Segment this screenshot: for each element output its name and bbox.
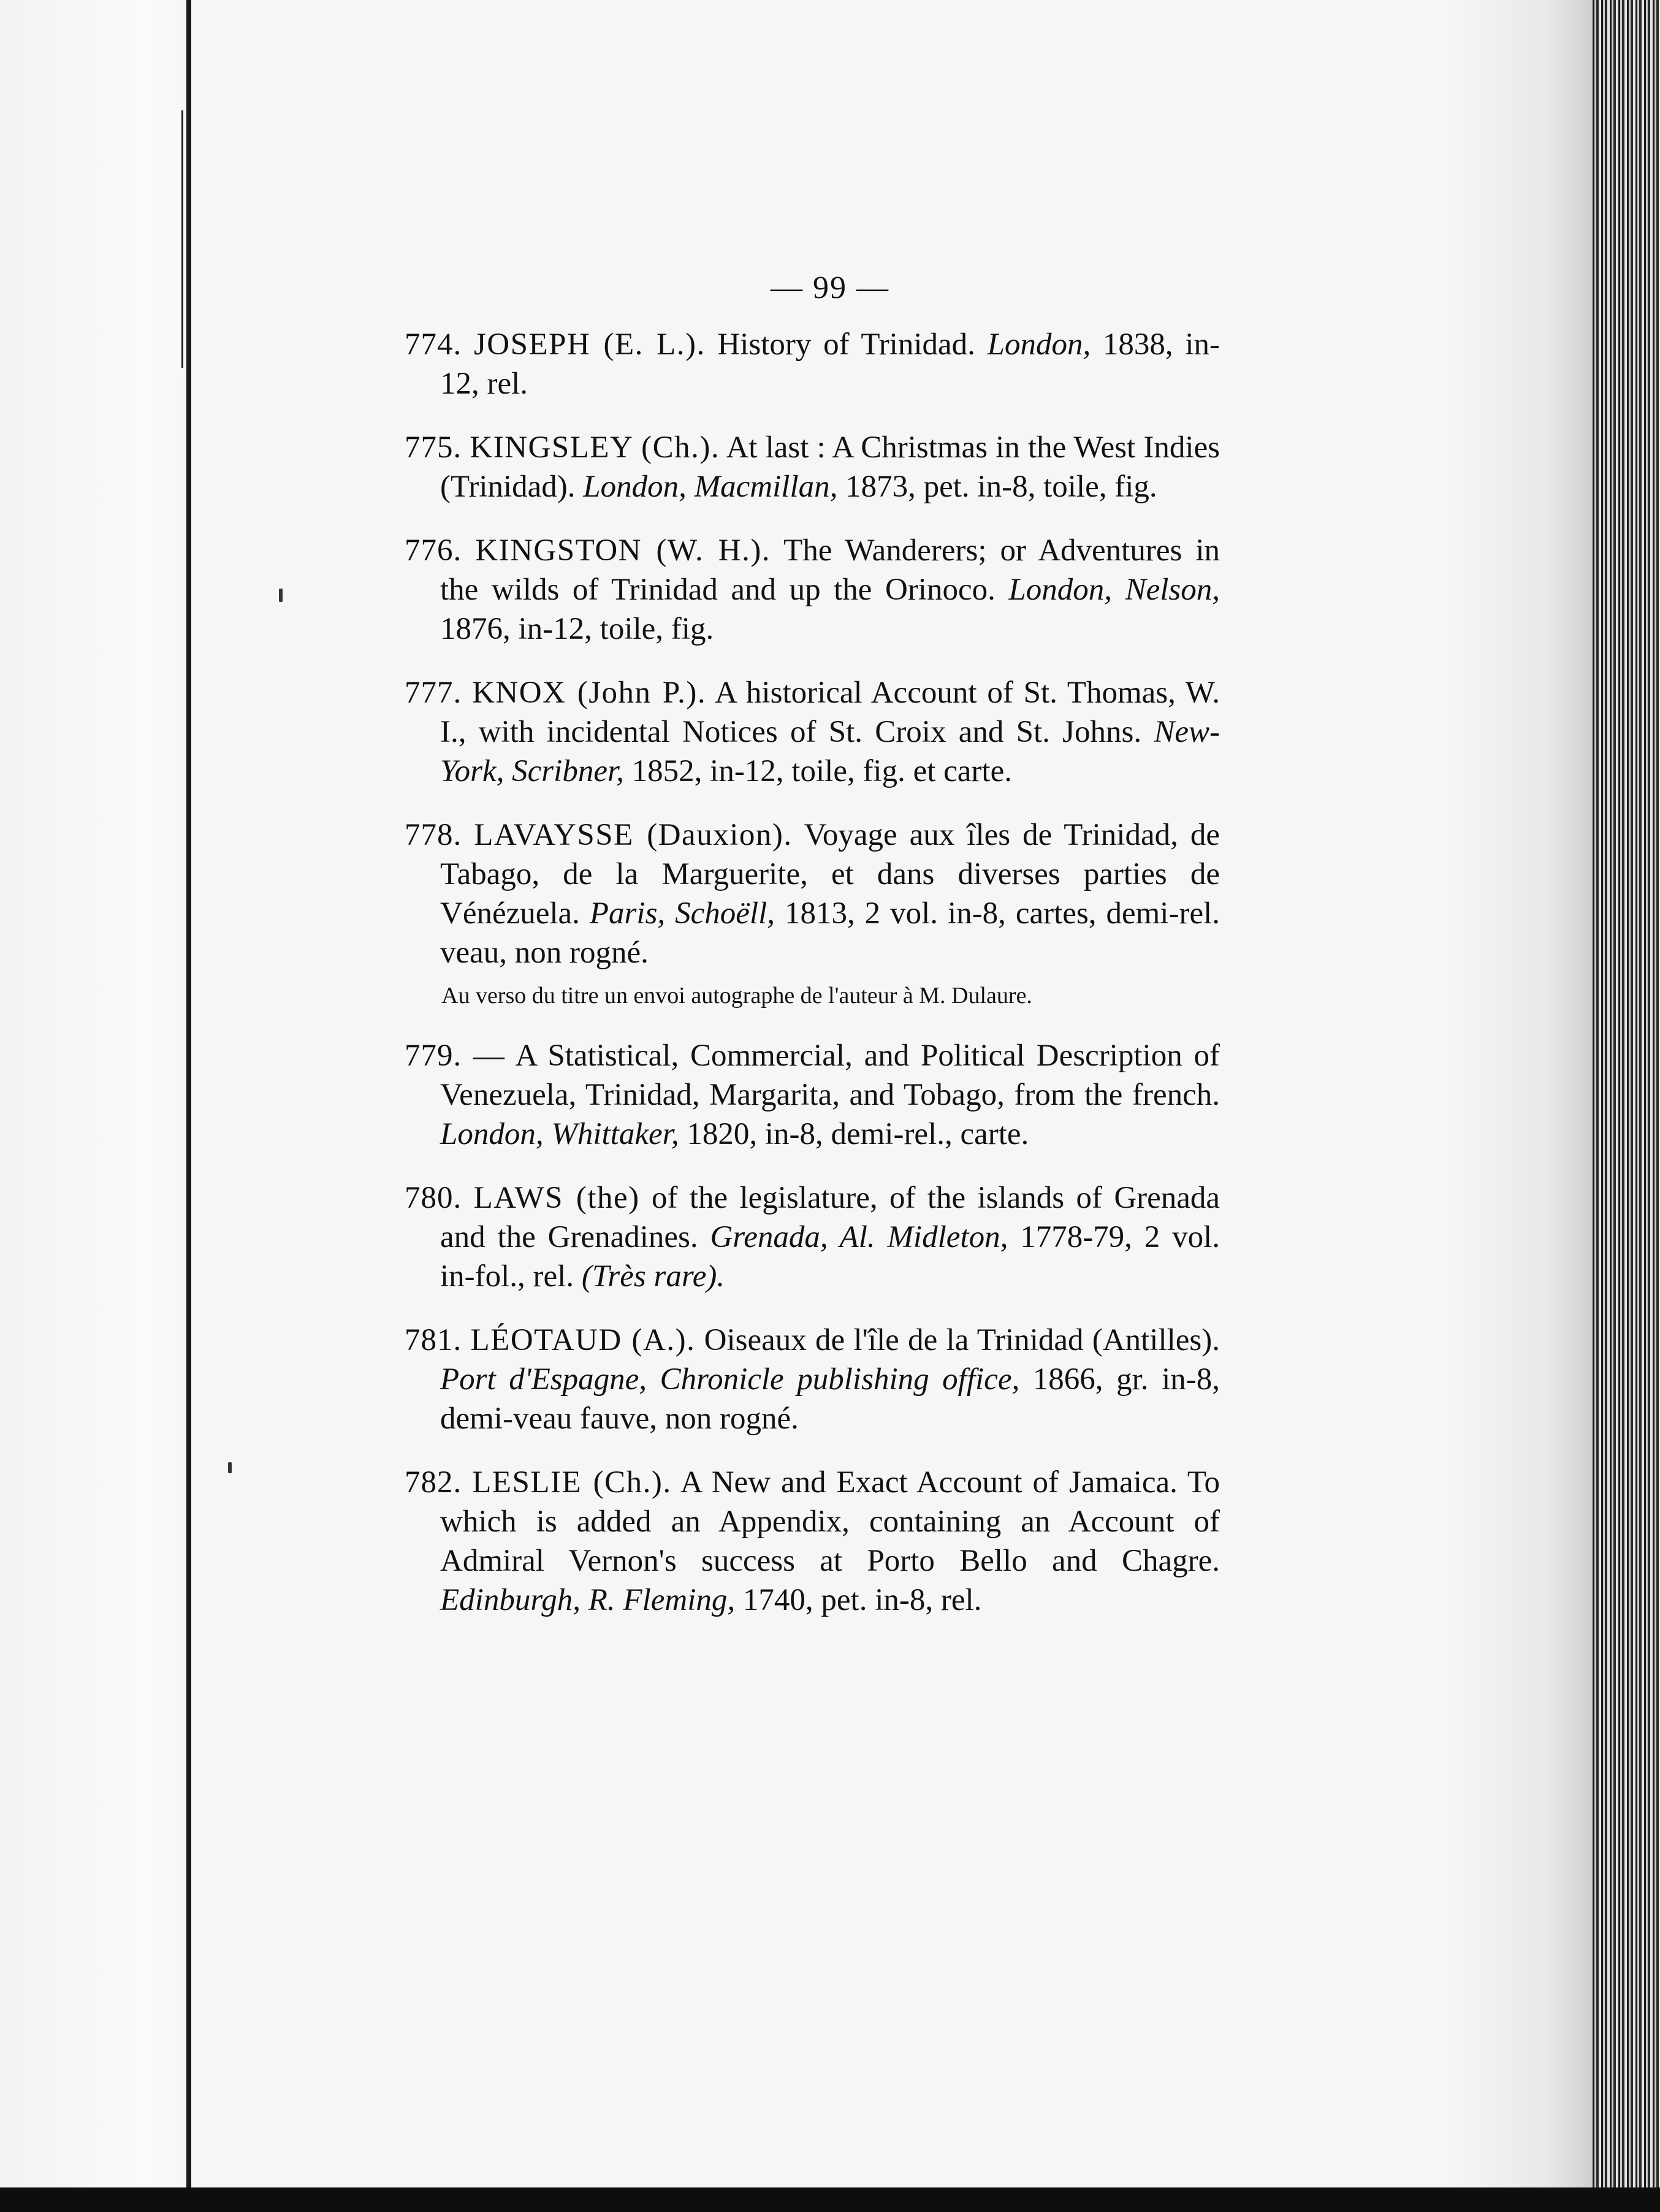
entry-details: 1778-79, 2 vol. in-fol., rel.: [440, 1220, 1220, 1294]
catalog-entry-775: [405, 428, 1220, 506]
entry-title: A historical Account of St. Thomas, W. I., with incidental Notices of St. Croix and St. Johns.: [440, 676, 1220, 749]
entry-title: The Wanderers; or Adventures in the wilds of Trinidad and up the Orinoco.: [440, 533, 1220, 607]
entry-imprint: London, Nelson,: [1008, 573, 1220, 607]
entry-title: A New and Exact Account of Jamaica. To which is added an Appendix, containing an Account of Admiral Vernon's success at Porto Bello and Chagre.: [440, 1465, 1220, 1578]
entry-author: —: [473, 1039, 506, 1073]
right-edge-shadow: [1445, 0, 1593, 2212]
scan-speck: [279, 589, 283, 602]
entry-author: JOSEPH (E. L.).: [473, 327, 706, 362]
entry-author: KINGSLEY (Ch.).: [470, 430, 720, 465]
entry-imprint: New-York, Scribner,: [440, 715, 1220, 788]
bottom-scan-border: [0, 2187, 1660, 2212]
entry-imprint: London,: [987, 327, 1091, 362]
entry-remark: (Très rare).: [581, 1259, 725, 1294]
catalog-entry-777: [405, 673, 1220, 791]
left-margin-shadow: [0, 0, 202, 2212]
entry-author: LESLIE (Ch.).: [472, 1465, 672, 1500]
catalog-entry-781: [405, 1321, 1220, 1438]
catalog-entry-776: [405, 531, 1220, 649]
entry-number: 776.: [405, 533, 462, 568]
entry-imprint: Grenada, Al. Midleton,: [710, 1220, 1008, 1254]
entry-details: 1813, 2 vol. in-8, cartes, demi-rel. veau, non rogné.: [440, 896, 1220, 970]
entry-author: KNOX (John P.).: [472, 676, 707, 710]
entry-number: 774.: [405, 327, 462, 362]
entry-title: Oiseaux de l'île de la Trinidad (Antilles).: [704, 1323, 1220, 1357]
entry-author: LAWS (the): [473, 1181, 640, 1215]
binding-gutter-mark: [181, 110, 183, 368]
catalog-entry-782: [405, 1463, 1220, 1620]
entry-details: 1852, in-12, toile, fig. et carte.: [631, 754, 1012, 788]
entry-imprint: Edinburgh, R. Fleming,: [440, 1583, 736, 1617]
catalog-entry-780: [405, 1178, 1220, 1296]
entry-number: 779.: [405, 1039, 462, 1073]
entry-number: 777.: [405, 676, 462, 710]
entry-title: At last : A Christmas in the West Indies (Trinidad).: [440, 430, 1220, 504]
entry-title: History of Trinidad.: [717, 327, 975, 362]
entry-author: LÉOTAUD (A.).: [470, 1323, 696, 1357]
entry-number: 781.: [405, 1323, 462, 1357]
entry-title: of the legislature, of the islands of Grenada and the Grenadines.: [440, 1181, 1220, 1254]
catalog-entry-779: [405, 1036, 1220, 1154]
bibliography-list: [405, 325, 1220, 1644]
entry-details: 1820, in-8, demi-rel., carte.: [687, 1117, 1029, 1151]
entry-imprint: Port d'Espagne, Chronicle publishing office,: [440, 1362, 1020, 1397]
catalog-entry-778: [405, 815, 1220, 972]
entry-imprint: London, Whittaker,: [440, 1117, 679, 1151]
page-number: — 99 —: [771, 270, 889, 305]
entry-number: 778.: [405, 818, 462, 852]
entry-details: 1838, in-12, rel.: [440, 327, 1220, 401]
entry-details: 1873, pet. in-8, toile, fig.: [845, 470, 1157, 504]
page-edge-stripes: [1593, 0, 1660, 2212]
entry-number: 780.: [405, 1181, 462, 1215]
binding-gutter-line: [186, 0, 191, 2212]
scan-speck: [228, 1462, 232, 1473]
entry-details: 1866, gr. in-8, demi-veau fauve, non rogné.: [440, 1362, 1220, 1436]
entry-number: 782.: [405, 1465, 462, 1500]
entry-title: A Statistical, Commercial, and Political Description of Venezuela, Trinidad, Margarita, and Tobago, from the french.: [440, 1039, 1220, 1112]
entry-author: LAVAYSSE (Dauxion).: [474, 818, 793, 852]
entry-note: Au verso du titre un envoi autographe de l'auteur à M. Dulaure.: [441, 983, 1032, 1009]
entry-title: Voyage aux îles de Trinidad, de Tabago, de la Marguerite, et dans diverses parties de Vénézuela.: [440, 818, 1220, 931]
entry-details: 1876, in-12, toile, fig.: [440, 612, 714, 646]
entry-imprint: Paris, Schoëll,: [589, 896, 775, 931]
catalog-entry-774: [405, 325, 1220, 403]
entry-number: 775.: [405, 430, 462, 465]
entry-author: KINGSTON (W. H.).: [475, 533, 771, 568]
entry-imprint: London, Macmillan,: [583, 470, 838, 504]
entry-details: 1740, pet. in-8, rel.: [742, 1583, 982, 1617]
